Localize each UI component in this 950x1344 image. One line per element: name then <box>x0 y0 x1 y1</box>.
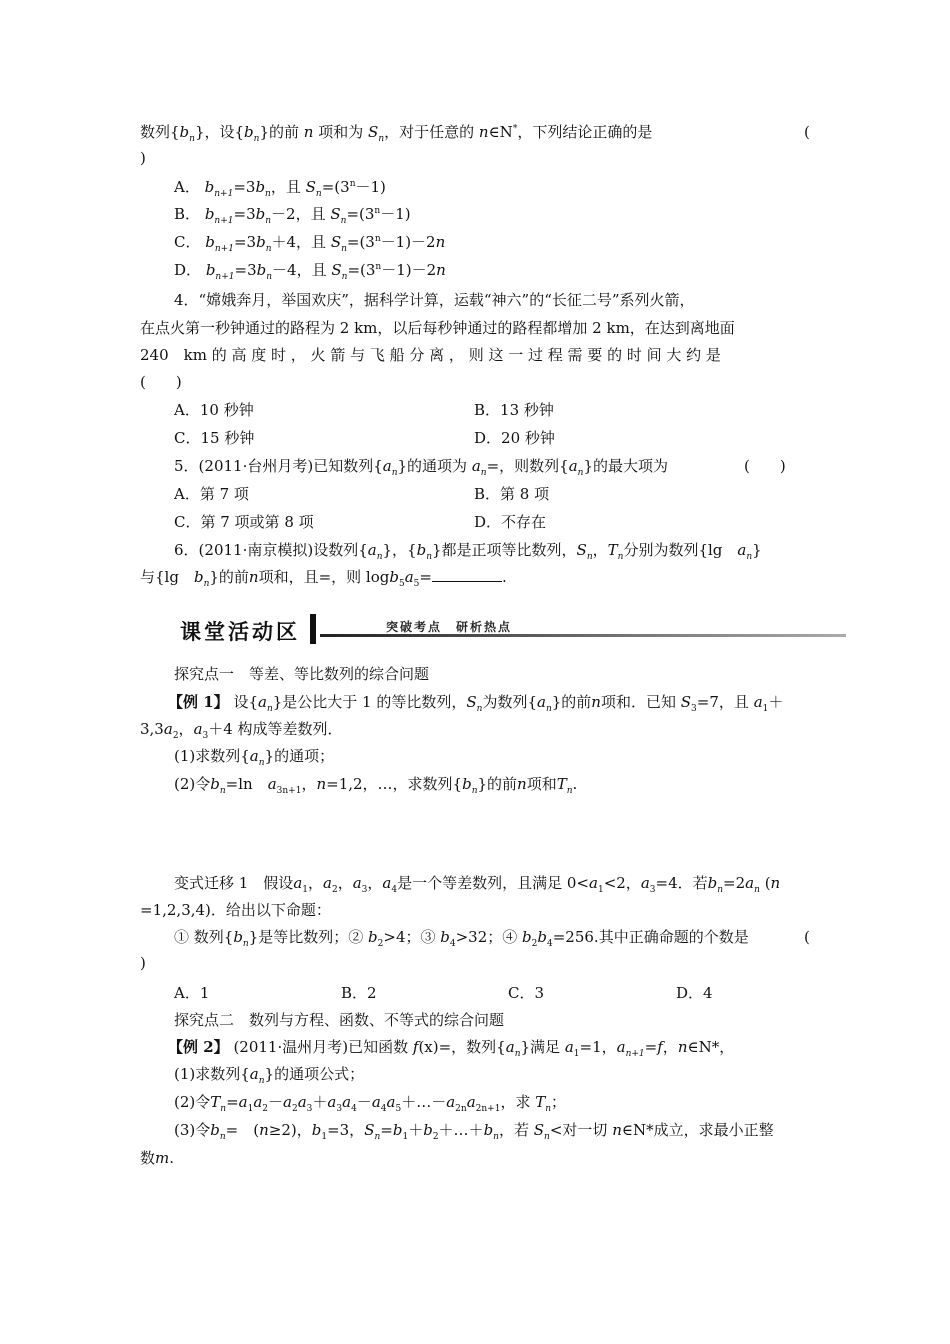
q5-stem: 5．(2011·台州月考)已知数列$\{a_n\}$的通项为 $a_n=$，则数列$\{a_n\}$的最大项为 <box>174 457 668 478</box>
banner-title: 课堂活动区 <box>180 620 300 644</box>
q4-option-d: D．20 秒钟 <box>474 429 555 447</box>
example-1-part-1: (1)求数列$\{a_n\}$的通项； <box>174 747 335 768</box>
variant-1-line-3: ① 数列$\{b_n\}$是等比数列；② $b_2>4$；③ $b_4>32$；④ $b_2b_4=256$.其中正确命题的个数是 <box>174 928 749 949</box>
q5-option-b: B．第 8 项 <box>474 485 550 503</box>
q3-option-b: B． $b_{n+1}=3b_n-2$，且 $S_n=(3^n-1)$ <box>174 205 411 226</box>
example-1-line-1: 【例 1】 设$\{a_n\}$是公比大于 1 的等比数列，$S_n$为数列$\{a_n\}$的前n项和．已知 $S_3=7$，且 $a_1+$ <box>168 693 784 714</box>
variant-1-option-c: C．3 <box>508 984 545 1002</box>
q5-answer-paren: ( ) <box>744 457 786 475</box>
q6-answer-blank <box>432 567 502 582</box>
variant-1-line-1: 变式迁移 1 假设$a_1$，$a_2$，$a_3$，$a_4$是一个等差数列，且满足 $0<a_1<2$，$a_3=4$．若$b_n=2a_n$ (n <box>174 874 781 895</box>
variant-1-option-a: A．1 <box>174 984 210 1002</box>
q3-answer-paren-close: ) <box>140 149 146 167</box>
q4-option-a: A．10 秒钟 <box>174 401 254 419</box>
example-2-part-3: (3)令$b_n=$ (n≥2)，$b_1=3$，$S_n=b_1+b_2+\dots+b_n$，若 $S_n<$对一切 n∈N*成立，求最小正整 <box>174 1121 774 1142</box>
section-1-heading: 探究点一 等差、等比数列的综合问题 <box>174 665 430 683</box>
q5-option-a: A．第 7 项 <box>174 485 249 503</box>
q4-line-2: 在点火第一秒钟通过的路程为 2 km，以后每秒钟通过的路程都增加 2 km，在达到离地面 <box>140 319 735 337</box>
variant-1-line-2: =1,2,3,4)．给出以下命题： <box>140 901 331 919</box>
banner-divider-bar <box>310 614 316 644</box>
q6-line-1: 6．(2011·南京模拟)设数列$\{a_n\}$，$\{b_n\}$都是正项等比数列，$S_n$，$T_n$分别为数列{lg $a_n$} <box>174 541 762 562</box>
q3-option-a: A． $b_{n+1}=3b_n$，且 $S_n=(3^n-1)$ <box>174 178 386 199</box>
variant-1-paren-close: ) <box>140 954 146 972</box>
q4-option-c: C．15 秒钟 <box>174 429 255 447</box>
example-1-part-2: (2)令$b_n=\ln$ $a_{3n+1}$，n=1,2，…，求数列$\{b_n\}$的前n项和$T_n$. <box>174 775 578 796</box>
variant-1-paren-open: ( <box>804 928 810 946</box>
variant-1-option-d: D．4 <box>676 984 713 1002</box>
section-2-heading: 探究点二 数列与方程、函数、不等式的综合问题 <box>174 1011 505 1029</box>
q3-option-d: D． $b_{n+1}=3b_n-4$，且 $S_n=(3^n-1)-2n$ <box>174 261 446 282</box>
q5-option-c: C．第 7 项或第 8 项 <box>174 513 314 531</box>
q3-answer-paren-open: ( <box>804 123 810 141</box>
example-2-line-1: 【例 2】 (2011·温州月考)已知函数 f(x)=，数列$\{a_n\}$满足 $a_1=1$，$a_{n+1}=f$，n∈N*， <box>168 1038 735 1059</box>
variant-1-option-b: B．2 <box>341 984 377 1002</box>
q3-stem: 数列$\{b_n\}$，设$\{b_n\}$的前 n 项和为 $S_n$，对于任意的 n∈N*，下列结论正确的是 <box>140 123 653 144</box>
example-2-part-3-line-2: 数m. <box>140 1149 175 1167</box>
banner-subtitle: 突破考点 研析热点 <box>386 620 513 634</box>
q4-line-4: ( ) <box>140 373 182 391</box>
q5-option-d: D．不存在 <box>474 513 547 531</box>
example-2-part-1: (1)求数列$\{a_n\}$的通项公式； <box>174 1065 365 1086</box>
q4-line-3: 240 km 的 高 度 时 ， 火 箭 与 飞 船 分 离 ， 则 这 一 过 程 需 要 的 时 间 大 约 是 <box>140 346 721 364</box>
section-banner <box>174 612 846 646</box>
q4-line-1: 4．“嫦娥奔月，举国欢庆”，据科学计算，运载“神六”的“长征二号”系列火箭， <box>174 291 695 309</box>
q6-line-2: 与{lg $b_n$}的前n项和，且=，则 $\log b_5a_5=$ . <box>140 568 507 589</box>
example-2-part-2: (2)令$T_n=a_1a_2-a_2a_3+a_3a_4-a_4a_5+\dots-a_{2n}a_{2n+1}$，求 $T_n$； <box>174 1093 567 1114</box>
q4-option-b: B．13 秒钟 <box>474 401 554 419</box>
example-1-line-2: $3,3a_2$，$a_3+4$ 构成等差数列． <box>140 720 343 741</box>
q3-option-c: C． $b_{n+1}=3b_n+4$，且 $S_n=(3^n-1)-2n$ <box>174 233 446 254</box>
